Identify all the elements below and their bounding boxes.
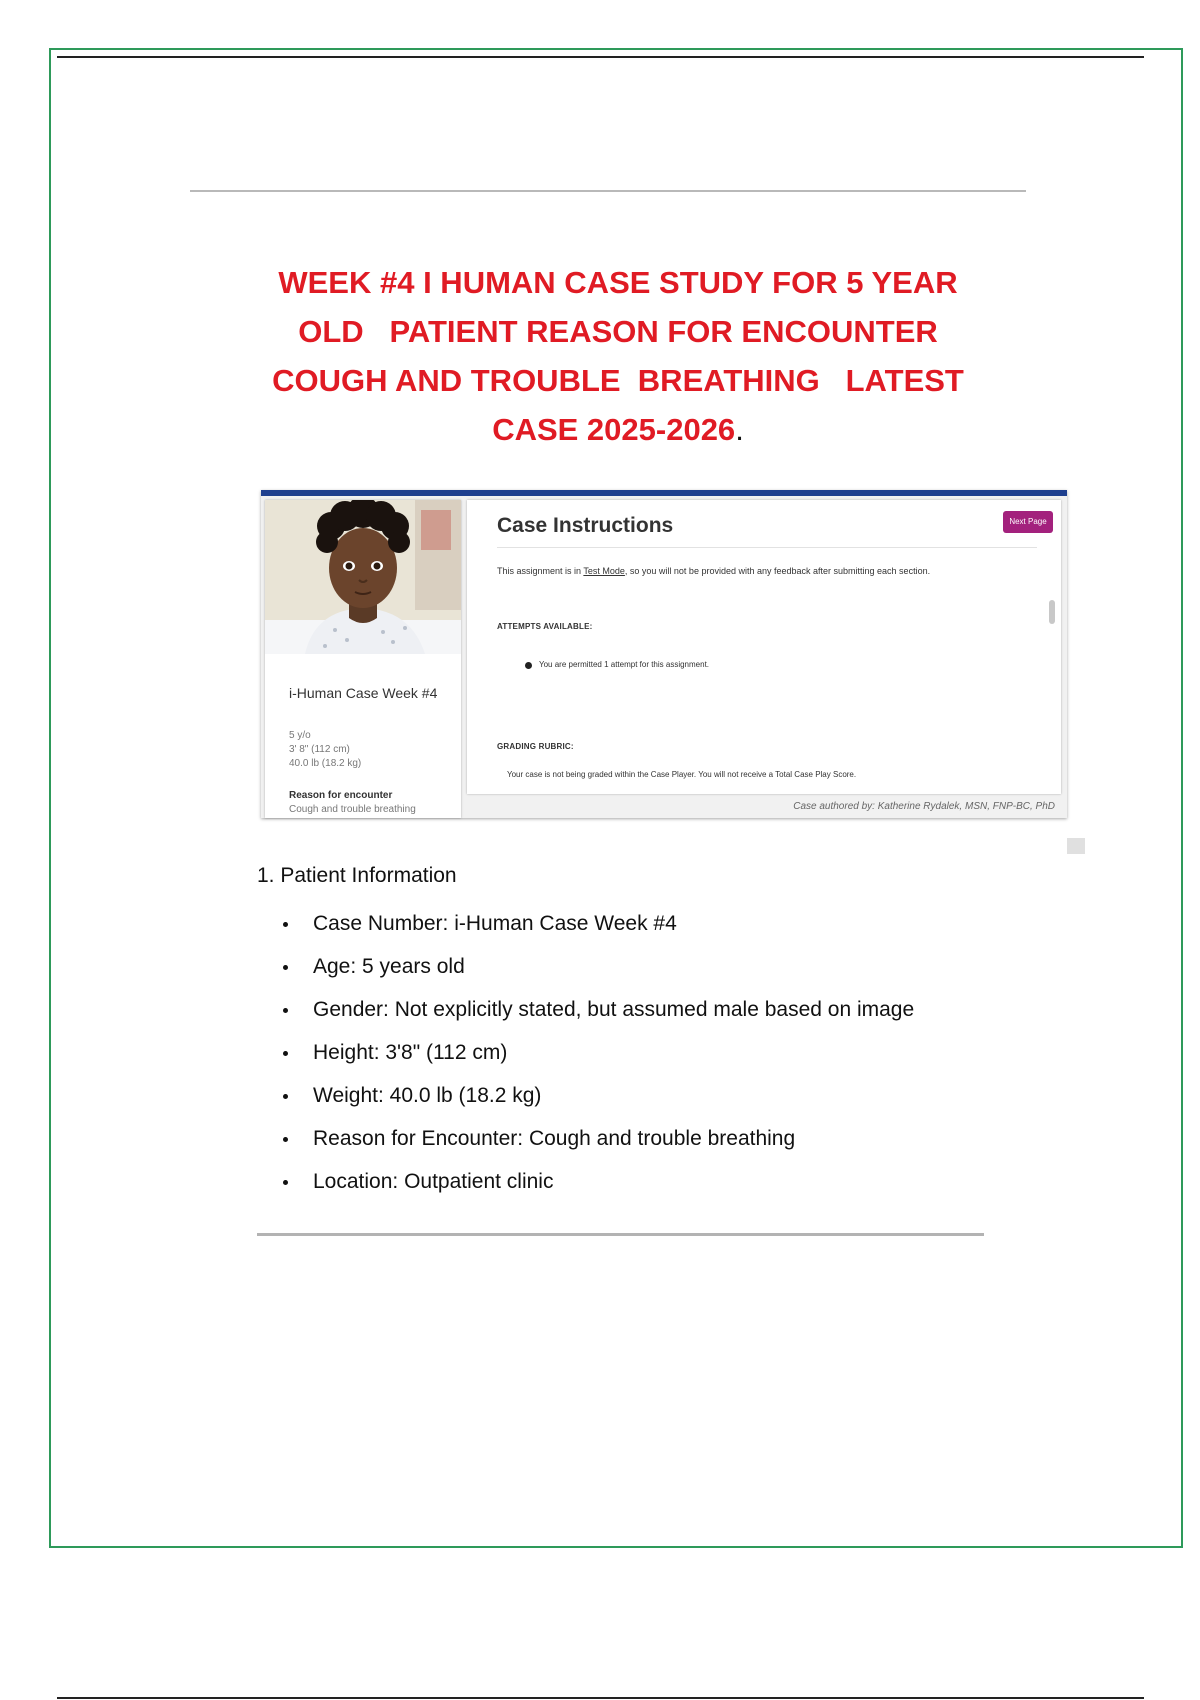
list-item <box>283 1160 914 1203</box>
patient-info-heading: 1. Patient Information <box>257 864 457 887</box>
title-period: . <box>735 412 744 447</box>
list-item <box>283 945 914 988</box>
bullet-icon <box>283 1180 288 1185</box>
bullet-icon <box>283 922 288 927</box>
intro-after: , so you will not be provided with any feedback after submitting each section. <box>624 566 931 576</box>
attempts-label: ATTEMPTS AVAILABLE: <box>497 622 593 631</box>
patient-info-list <box>283 902 914 1203</box>
intro-before: This assignment is in <box>497 566 584 576</box>
instructions-divider <box>497 547 1037 548</box>
gender-item: Gender: Not explicitly stated, but assumed male based on image <box>313 998 915 1021</box>
patient-avatar-image <box>265 500 461 654</box>
attempts-text: You are permitted 1 attempt for this assignment. <box>539 660 710 669</box>
case-screenshot <box>261 490 1067 818</box>
list-item <box>283 902 914 945</box>
header-rule <box>190 190 1026 192</box>
patient-age: 5 y/o <box>289 730 311 741</box>
instructions-scrollbar[interactable] <box>1049 600 1055 624</box>
case-author-credit: Case authored by: Katherine Rydalek, MSN, FNP-BC, PhD <box>793 801 1055 812</box>
top-rule <box>57 56 1144 58</box>
list-item <box>283 1117 914 1160</box>
decorative-square <box>1067 838 1085 854</box>
rubric-text: Your case is not being graded within the Case Player. You will not receive a Total Case Play Score. <box>507 770 857 779</box>
rubric-label: GRADING RUBRIC: <box>497 742 574 751</box>
case-instructions-panel <box>467 500 1061 794</box>
bullet-icon <box>283 1094 288 1099</box>
reason-item: Reason for Encounter: Cough and trouble breathing <box>313 1127 796 1150</box>
title-line-2: OLD PATIENT REASON FOR ENCOUNTER <box>298 314 938 349</box>
reason-label: Reason for encounter <box>289 790 393 801</box>
bottom-rule <box>57 1697 1144 1699</box>
list-item <box>283 988 914 1031</box>
weight-item: Weight: 40.0 lb (18.2 kg) <box>313 1084 542 1107</box>
title-line-4 <box>190 405 1046 454</box>
bullet-icon <box>525 662 532 669</box>
list-item <box>283 1074 914 1117</box>
patient-weight: 40.0 lb (18.2 kg) <box>289 758 362 769</box>
patient-case-name: i-Human Case Week #4 <box>289 685 438 701</box>
next-page-button[interactable]: Next Page <box>1003 511 1053 533</box>
height-item: Height: 3'8" (112 cm) <box>313 1041 508 1064</box>
document-title <box>190 258 1046 454</box>
title-line-4-text: CASE 2025-2026 <box>492 412 736 447</box>
age-item: Age: 5 years old <box>313 955 465 978</box>
bullet-icon <box>283 965 288 970</box>
test-mode-notice <box>497 566 930 576</box>
patient-height: 3' 8" (112 cm) <box>289 744 350 755</box>
title-line-1: WEEK #4 I HUMAN CASE STUDY FOR 5 YEAR <box>278 265 958 300</box>
case-number-item: Case Number: i-Human Case Week #4 <box>313 912 677 935</box>
patient-card <box>265 500 461 818</box>
title-line-3: COUGH AND TROUBLE BREATHING LATEST <box>272 363 964 398</box>
bullet-icon <box>283 1137 288 1142</box>
instructions-title: Case Instructions <box>497 514 674 537</box>
bullet-icon <box>283 1008 288 1013</box>
list-item <box>283 1031 914 1074</box>
location-item: Location: Outpatient clinic <box>313 1170 554 1193</box>
section-rule <box>257 1233 984 1236</box>
reason-value: Cough and trouble breathing <box>289 804 416 815</box>
test-mode-link[interactable]: Test Mode <box>583 566 625 576</box>
bullet-icon <box>283 1051 288 1056</box>
